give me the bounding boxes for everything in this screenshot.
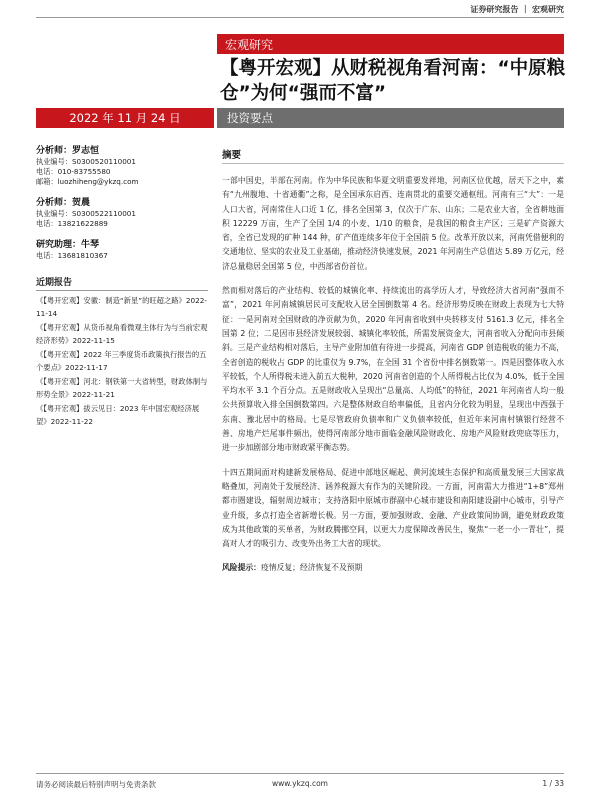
footer-rule: [36, 773, 564, 774]
recent-report-link[interactable]: 《【粤开宏观】拔云见日：2023 年中国宏观经济展望》2022-11-22: [36, 404, 200, 426]
summary-paragraph: 十四五期间面对构建新发展格局、促进中部地区崛起、黄河流域生态保护和高质量发展三大国家战略叠加，河南处于发展经济、涵养税源大有作为的关键阶段。一方面，河南需大力推进“1+8”郑州都市圈建设，辐射周边城市；支持洛阳中原城市群副中心城市建设和南阳建设副中心城市，引导产业升级，多点打造全省新增长极。另一方面，要加强财政、金融、产业政策间协调，避免财政政策成为其他政策的买单者，为财政腾挪空间，以更大力度保障改善民生，聚焦“一老一小一青壮”，提高对人才的吸引力、改变外出务工大省的现状。: [222, 467, 564, 549]
header-rule: [36, 17, 564, 18]
footer-website[interactable]: www.ykzq.com: [272, 779, 328, 788]
risk-label: 风险提示：: [222, 563, 261, 573]
summary-rule: [222, 163, 564, 164]
analyst-id: 执业编号：S0300522110001: [36, 209, 136, 218]
risk-warning: [222, 561, 564, 575]
summary-paragraph: 然而相对落后的产业结构、较低的城镇化率、持续流出的高学历人才，导致经济大省河南“强而不富”，2021 年河南城镇居民可支配收入居全国倒数第 4 名。经济形势反映在财政上表现为七大特征：一是河南对全国财政的净贡献为负，2020 年河南省收到中央转移支付 5161.3 亿元，排名全国第 2 位；二是因市县经济发展较弱、城镇化率较低，所需发展资金大，河南省收入分配向市县倾斜。三是产业结构相对落后，主导产业附加值有待进一步提高，河南省 GDP 创造税收的能力不高，全省创造的税收占 GDP 的比重仅为 9.7%，在全国 31 个省份中排名倒数第一。四是因整体收入水平较低，个人所得税未进入前五大税种，2020 河南省创造的个人所得税占比仅为 4.0%，低于全国平均水平 3.1 个百分点。五是财政收入呈现出“总量高、人均低”的特征，2021 年河南省人均一般公共预算收入排全国倒数第四。六是整体财政自给率偏低，且省内分化较为明显，呈现出中西强于东南、豫北居中的格局。七是尽管政府负债率和广义负债率较低，但近年来河南村镇银行经营不善、房地产烂尾事件频出，使得河南部分地市面临金融风险财政化、房地产风险财政兜底等压力，进一步加剧部分地市财政紧平衡态势。: [222, 286, 564, 453]
recent-report-link[interactable]: 《【粤开宏观】2022 年三季度货币政策执行报告的五个要点》2022-11-17: [36, 350, 207, 372]
recent-reports-rule: [36, 290, 208, 291]
analyst-block: [36, 143, 208, 187]
assistant-block: [36, 237, 208, 261]
main-content: [222, 147, 564, 575]
assistant-phone: 电话：13681810367: [36, 251, 108, 260]
analyst-phone: 电话：13821622889: [36, 219, 108, 228]
recent-report-link[interactable]: 《【粤开宏观】从货币视角看微观主体行为与当前宏观经济形势》2022-11-15: [36, 323, 208, 345]
page-number: 1 / 33: [542, 779, 564, 788]
recent-reports-title: 近期报告: [36, 278, 73, 288]
analyst-email[interactable]: 邮箱：luozhiheng@ykzq.com: [36, 177, 139, 186]
header-text: 证券研究报告 ｜ 宏观研究: [470, 5, 564, 14]
sidebar: [36, 143, 208, 430]
analyst-name: 分析师：罗志恒: [36, 146, 100, 156]
report-date: 2022 年 11 月 24 日: [36, 108, 214, 128]
report-title: 【粤开宏观】从财税视角看河南：“中原粮仓”为何“强而不富”: [220, 58, 566, 104]
recent-report-link[interactable]: 《【粤开宏观】河北：钢铁第一大省转型，财政体制与形势全景》2022-11-21: [36, 377, 208, 399]
page-footer: [0, 773, 600, 793]
assistant-name: 研究助理：牛琴: [36, 240, 100, 250]
page-header: [0, 0, 600, 20]
analyst-id: 执业编号：S0300520110001: [36, 157, 136, 166]
risk-text: 疫情反复；经济恢复不及预期: [260, 563, 363, 573]
footer-disclaimer: 请务必阅读最后特别声明与免责条款: [36, 780, 156, 789]
analyst-block: [36, 195, 208, 229]
summary-paragraph: 一部中国史，半部在河南。作为中华民族和华夏文明重要发祥地，河南区位优越，居天下之中，素有“九州腹地、十省通衢”之称，是全国承东启西、连南贯北的重要交通枢纽。河南有三“大”：一是人口大省，河南常住人口近 1 亿，排名全国第 3，仅次于广东、山东；二是农业大省，全省耕地面积 12229 万亩，生产了全国 1/4 的小麦、1/10 的粮食，是我国的粮食主产区；三是矿产资源大省，全省已发现的矿种 144 种，矿产值连续多年位于全国前 5 位。改革开放以来，河南凭借便利的交通地位、坚实的农业及工业基础，推动经济快速发展，2021 年河南生产总值达 5.89 万亿元，经济总量稳居全国第 5 位，中西部省份首位。: [222, 176, 564, 271]
analyst-name: 分析师：贺晨: [36, 198, 91, 208]
summary-heading: 摘要: [222, 150, 242, 161]
recent-report-link[interactable]: 《【粤开宏观】安徽：制造“新星”的旺超之路》2022-11-14: [36, 296, 208, 318]
analyst-phone: 电话：010-83755580: [36, 167, 111, 176]
key-points-label: 投资要点: [217, 108, 564, 128]
category-tag: 宏观研究: [217, 34, 564, 54]
